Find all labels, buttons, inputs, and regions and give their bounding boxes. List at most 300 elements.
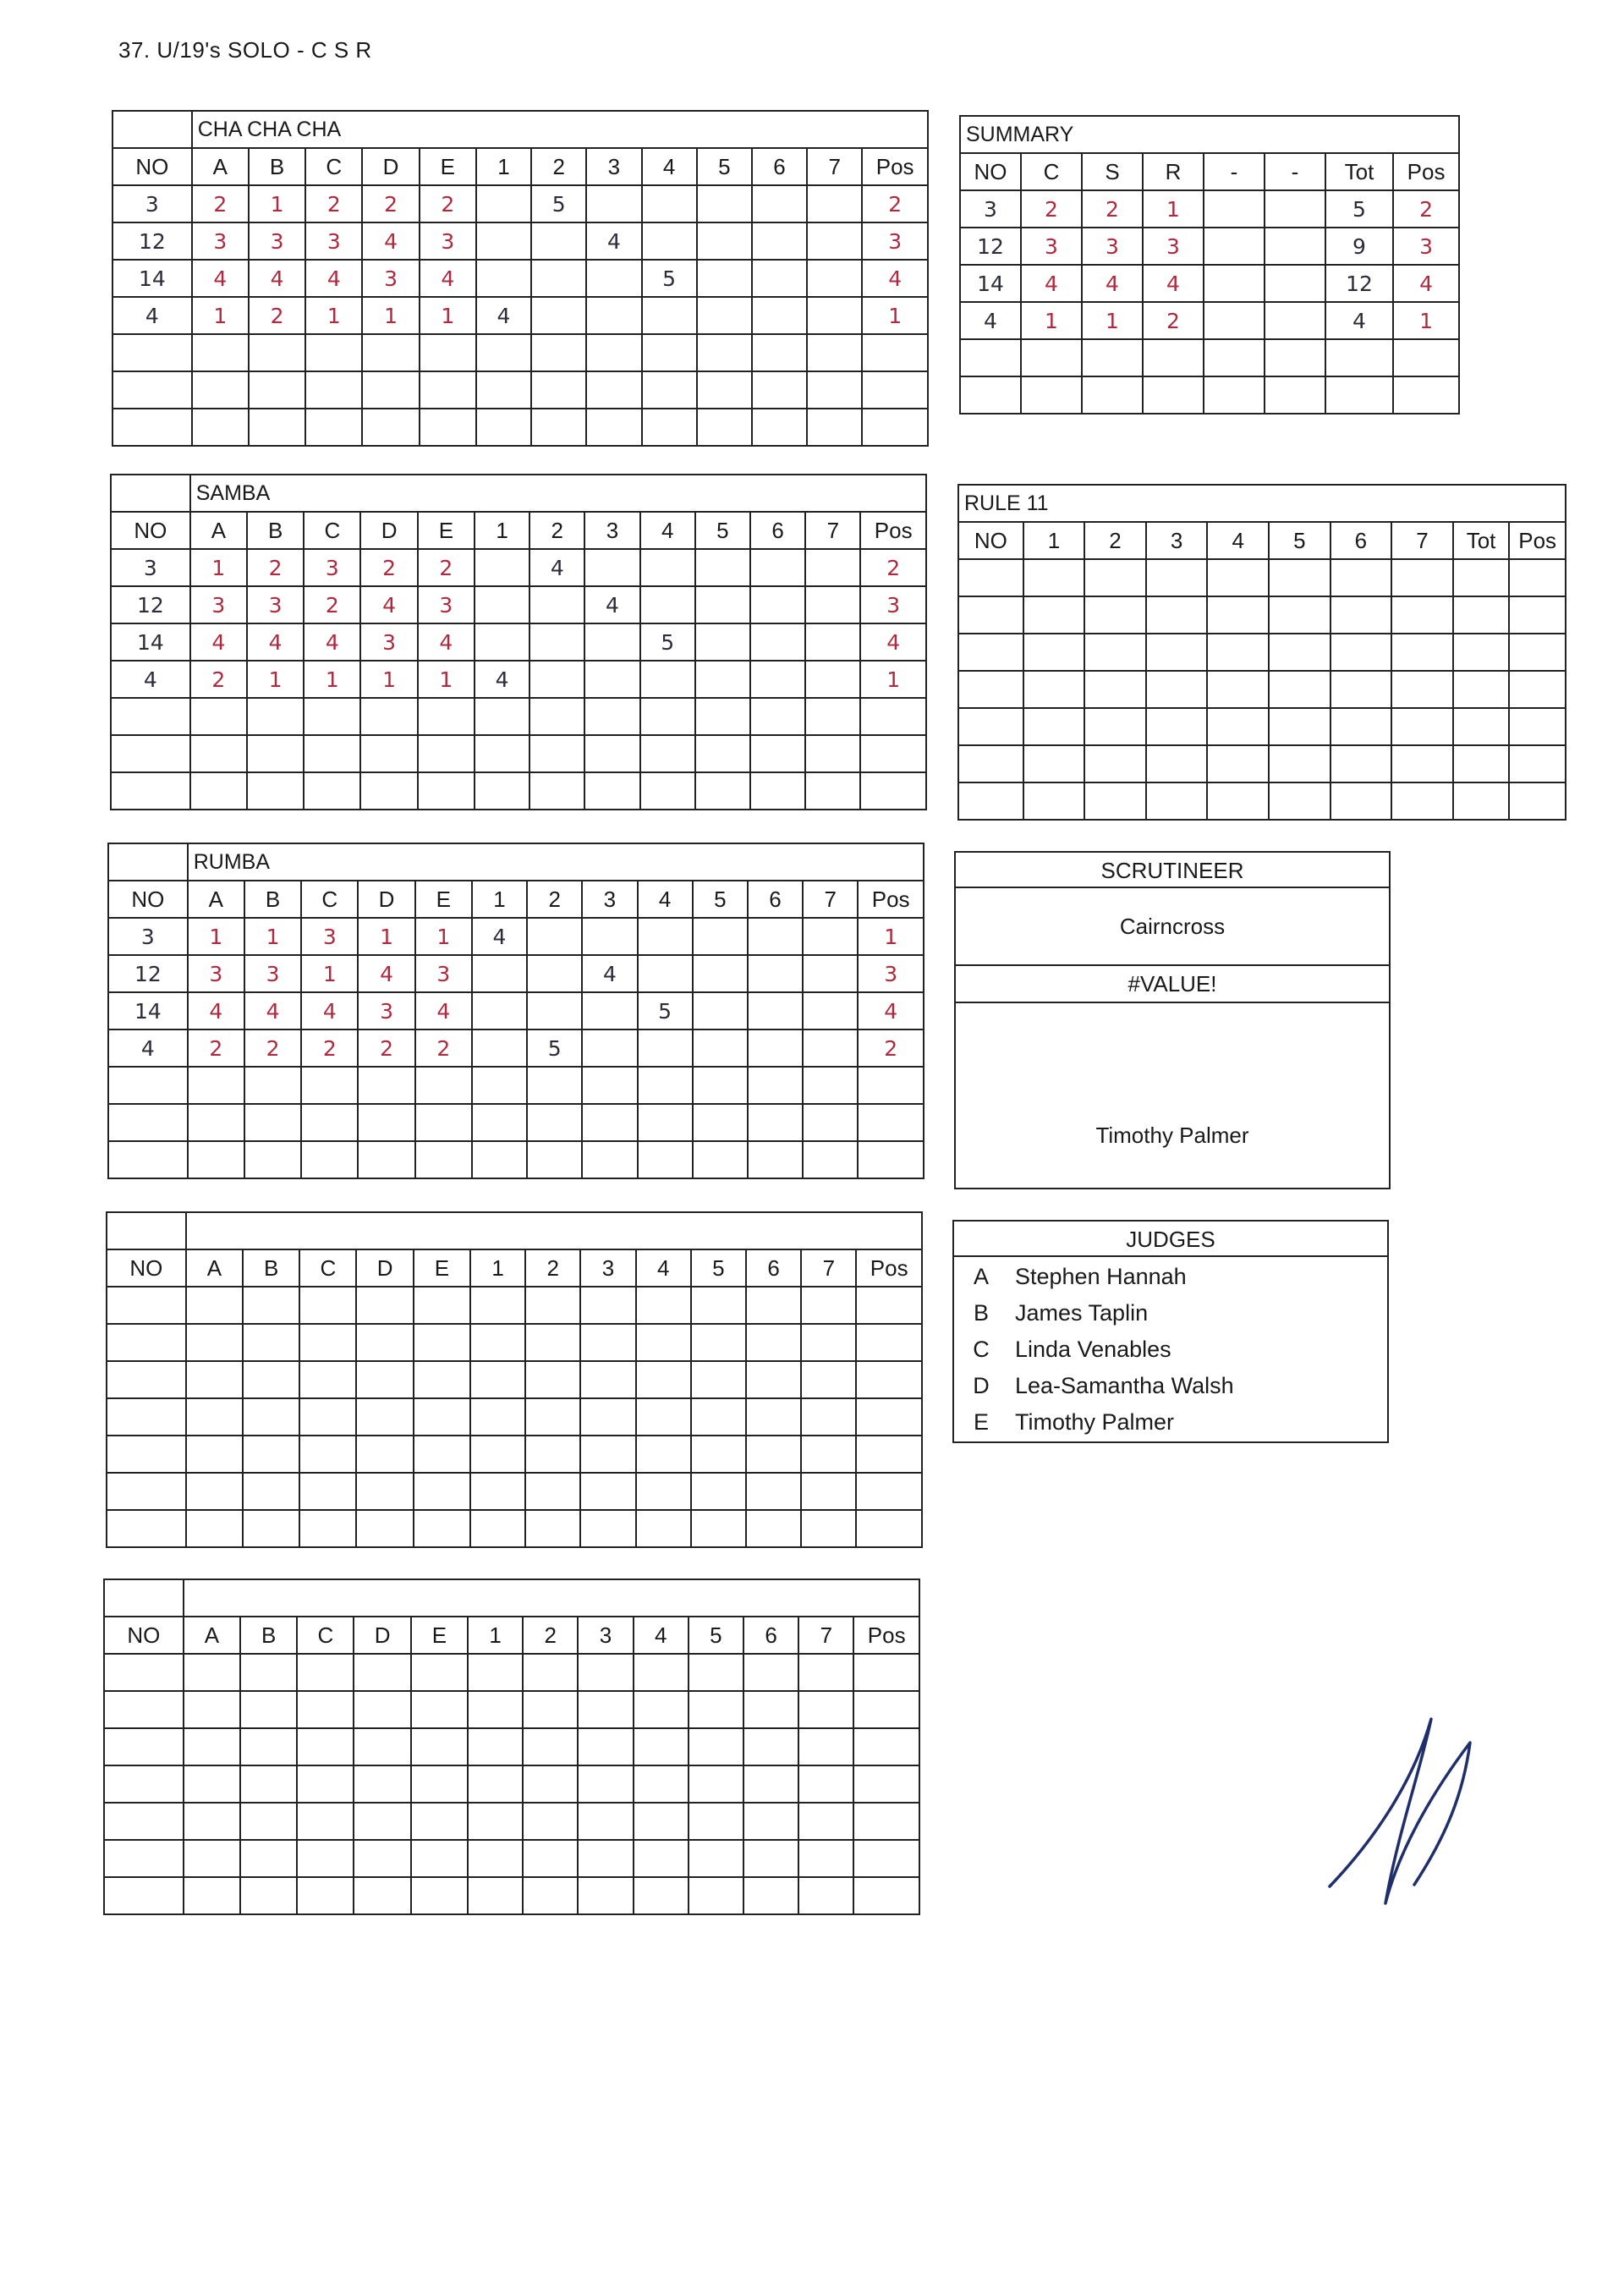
table-row xyxy=(111,772,926,810)
table-row xyxy=(104,1765,919,1803)
table-cell xyxy=(531,222,586,260)
cha-cha-cha-title: CHA CHA CHA xyxy=(192,111,928,148)
table-cell xyxy=(1391,745,1453,782)
table-cell xyxy=(578,1877,633,1914)
table-row xyxy=(112,185,928,222)
table-cell xyxy=(695,772,750,810)
table-row xyxy=(107,1398,922,1436)
table-cell xyxy=(805,586,860,623)
table-cell xyxy=(1509,745,1566,782)
table-cell xyxy=(304,735,360,772)
table-cell: 4 xyxy=(415,992,472,1029)
table-cell xyxy=(1207,634,1269,671)
scrutineer-title: SCRUTINEER xyxy=(956,853,1389,888)
table-cell xyxy=(240,1691,297,1728)
table-cell: 3 xyxy=(420,222,476,260)
table-row xyxy=(960,265,1459,302)
column-header: A xyxy=(188,881,244,918)
column-header: D xyxy=(356,1249,413,1287)
table-row xyxy=(111,698,926,735)
table-cell xyxy=(186,1510,243,1547)
table-cell xyxy=(584,698,639,735)
table-cell xyxy=(411,1765,468,1803)
table-cell xyxy=(691,1324,746,1361)
table-cell: 1 xyxy=(247,661,304,698)
table-cell: 4 xyxy=(529,549,584,586)
table-cell xyxy=(1453,745,1510,782)
table-cell xyxy=(578,1803,633,1840)
table-cell xyxy=(805,698,860,735)
table-cell: 1 xyxy=(360,661,417,698)
judge-letter: B xyxy=(973,1300,989,1326)
table-cell: 1 xyxy=(304,661,360,698)
table-cell xyxy=(743,1803,798,1840)
table-cell xyxy=(1330,782,1392,820)
table-row xyxy=(958,745,1566,782)
judges-title: JUDGES xyxy=(954,1222,1387,1257)
table-row xyxy=(111,586,926,623)
rule-11-table xyxy=(957,484,1566,821)
table-cell: 3 xyxy=(305,222,362,260)
table-cell: 2 xyxy=(244,1029,301,1067)
table-cell xyxy=(356,1324,413,1361)
table-cell xyxy=(1330,745,1392,782)
table-cell xyxy=(638,1104,693,1141)
table-cell: 1 xyxy=(415,918,472,955)
table-cell xyxy=(803,955,858,992)
table-cell xyxy=(798,1803,853,1840)
table-cell xyxy=(525,1473,580,1510)
table-cell: 1 xyxy=(1393,302,1459,339)
table-cell: 3 xyxy=(304,549,360,586)
table-cell: 4 xyxy=(586,222,641,260)
table-cell: 4 xyxy=(362,222,419,260)
table-cell xyxy=(856,1361,922,1398)
column-header: NO xyxy=(111,512,190,549)
table-cell xyxy=(689,1840,743,1877)
table-cell: 12 xyxy=(111,586,190,623)
table-cell xyxy=(525,1510,580,1547)
table-cell xyxy=(1207,782,1269,820)
table-cell: 2 xyxy=(190,661,247,698)
table-cell xyxy=(104,1654,184,1691)
table-row xyxy=(104,1691,919,1728)
column-header: Tot xyxy=(1325,153,1393,190)
table-cell: 4 xyxy=(960,302,1021,339)
table-cell xyxy=(354,1877,410,1914)
table-row xyxy=(108,918,924,955)
table-cell xyxy=(689,1803,743,1840)
table-row xyxy=(112,222,928,260)
table-row xyxy=(960,339,1459,376)
column-header: 2 xyxy=(1084,522,1146,559)
table-cell xyxy=(798,1654,853,1691)
table-cell xyxy=(1207,745,1269,782)
table-cell xyxy=(582,992,637,1029)
table-cell: 4 xyxy=(112,297,192,334)
table-cell: 14 xyxy=(112,260,192,297)
table-cell xyxy=(807,260,862,297)
table-cell: 4 xyxy=(1143,265,1204,302)
table-cell xyxy=(1023,745,1085,782)
table-cell xyxy=(582,918,637,955)
judge-name: Stephen Hannah xyxy=(1015,1264,1187,1289)
table-cell xyxy=(858,1067,924,1104)
judge-row xyxy=(963,1331,1235,1368)
table-cell xyxy=(184,1691,240,1728)
table-cell xyxy=(746,1510,801,1547)
table-cell: 3 xyxy=(112,185,192,222)
column-header: Pos xyxy=(1393,153,1459,190)
table-cell xyxy=(1204,228,1265,265)
column-header: C xyxy=(1021,153,1082,190)
table-cell xyxy=(697,185,752,222)
table-cell xyxy=(958,671,1023,708)
table-cell xyxy=(184,1654,240,1691)
table-cell xyxy=(362,334,419,371)
table-cell xyxy=(112,409,192,446)
table-cell: 2 xyxy=(192,185,249,222)
table-cell: 4 xyxy=(301,992,358,1029)
column-header: 1 xyxy=(1023,522,1085,559)
column-header: E xyxy=(411,1617,468,1654)
column-header: 2 xyxy=(531,148,586,185)
table-cell xyxy=(689,1765,743,1803)
table-cell: 14 xyxy=(108,992,188,1029)
table-cell xyxy=(689,1691,743,1728)
table-cell xyxy=(695,623,750,661)
table-cell: 3 xyxy=(862,222,928,260)
table-cell xyxy=(748,1067,803,1104)
table-cell xyxy=(691,1287,746,1324)
table-cell xyxy=(190,735,247,772)
table-row xyxy=(112,409,928,446)
table-cell: 1 xyxy=(190,549,247,586)
table-cell xyxy=(856,1436,922,1473)
table-cell xyxy=(525,1398,580,1436)
judge-letter: A xyxy=(973,1264,989,1289)
table-cell xyxy=(798,1728,853,1765)
chairman-name: Timothy Palmer xyxy=(1095,1123,1249,1148)
table-cell xyxy=(693,918,748,955)
table-cell xyxy=(1265,339,1325,376)
table-cell xyxy=(1509,596,1566,634)
column-header: 6 xyxy=(1330,522,1392,559)
table-cell xyxy=(858,1141,924,1178)
table-cell xyxy=(860,772,926,810)
judge-name: Timothy Palmer xyxy=(1015,1409,1175,1435)
table-cell xyxy=(1084,634,1146,671)
table-cell xyxy=(104,1803,184,1840)
signature-icon xyxy=(1320,1709,1489,1929)
column-header: 4 xyxy=(640,512,695,549)
value-label: #VALUE! xyxy=(956,964,1389,1003)
column-header: R xyxy=(1143,153,1204,190)
table-cell xyxy=(470,1287,525,1324)
table-cell xyxy=(1330,634,1392,671)
table-cell xyxy=(243,1361,299,1398)
table-cell xyxy=(301,1104,358,1141)
table-cell xyxy=(1023,671,1085,708)
table-cell xyxy=(801,1473,856,1510)
table-cell xyxy=(858,1104,924,1141)
table-cell: 3 xyxy=(358,992,414,1029)
table-cell: 3 xyxy=(1393,228,1459,265)
table-cell xyxy=(1509,671,1566,708)
table-cell xyxy=(1084,596,1146,634)
table-cell: 4 xyxy=(858,992,924,1029)
table-cell xyxy=(862,334,928,371)
table-cell xyxy=(362,371,419,409)
table-cell xyxy=(750,661,805,698)
column-header: Pos xyxy=(856,1249,922,1287)
table-cell xyxy=(584,549,639,586)
table-cell xyxy=(1204,265,1265,302)
column-header: 6 xyxy=(743,1617,798,1654)
table-cell: 3 xyxy=(188,955,244,992)
table-cell xyxy=(1509,708,1566,745)
table-cell xyxy=(803,1029,858,1067)
table-cell xyxy=(743,1765,798,1803)
table-cell xyxy=(1207,708,1269,745)
table-cell xyxy=(580,1473,635,1510)
table-cell xyxy=(1265,376,1325,414)
table-cell xyxy=(243,1324,299,1361)
table-cell xyxy=(743,1691,798,1728)
table-cell xyxy=(297,1877,354,1914)
column-header: A xyxy=(186,1249,243,1287)
table-row xyxy=(108,1067,924,1104)
column-header: E xyxy=(420,148,476,185)
table-cell: 4 xyxy=(249,260,305,297)
table-cell xyxy=(801,1436,856,1473)
table-cell xyxy=(1084,782,1146,820)
table-cell: 3 xyxy=(360,623,417,661)
table-cell: 4 xyxy=(108,1029,188,1067)
table-cell xyxy=(107,1324,186,1361)
table-cell: 4 xyxy=(1082,265,1143,302)
column-header: NO xyxy=(960,153,1021,190)
table-cell xyxy=(586,409,641,446)
table-cell xyxy=(247,698,304,735)
table-cell xyxy=(297,1654,354,1691)
table-cell xyxy=(1265,302,1325,339)
table-cell xyxy=(958,782,1023,820)
table-cell xyxy=(746,1361,801,1398)
table-cell xyxy=(354,1654,410,1691)
table-cell: 2 xyxy=(1143,302,1204,339)
table-cell xyxy=(1453,559,1510,596)
table-cell xyxy=(743,1840,798,1877)
table-cell xyxy=(107,1473,186,1510)
table-cell xyxy=(411,1840,468,1877)
table-cell xyxy=(1021,339,1082,376)
table-cell xyxy=(414,1510,470,1547)
table-cell xyxy=(697,371,752,409)
table-cell xyxy=(856,1324,922,1361)
table-cell xyxy=(529,772,584,810)
table-cell xyxy=(1325,339,1393,376)
table-cell xyxy=(693,1067,748,1104)
column-header: 3 xyxy=(586,148,641,185)
table-cell xyxy=(354,1765,410,1803)
table-cell xyxy=(411,1691,468,1728)
table-row xyxy=(107,1361,922,1398)
table-cell xyxy=(798,1840,853,1877)
table-cell xyxy=(580,1287,635,1324)
table-cell xyxy=(960,339,1021,376)
table-cell xyxy=(807,185,862,222)
table-cell: 5 xyxy=(638,992,693,1029)
judge-letter: C xyxy=(973,1337,990,1362)
table-cell: 4 xyxy=(584,586,639,623)
table-cell xyxy=(1330,596,1392,634)
column-header: 1 xyxy=(468,1617,523,1654)
table-cell xyxy=(249,334,305,371)
table-cell xyxy=(803,992,858,1029)
table-row xyxy=(960,302,1459,339)
column-header: D xyxy=(358,881,414,918)
table-cell xyxy=(1453,708,1510,745)
table-cell xyxy=(1143,339,1204,376)
table-cell xyxy=(297,1728,354,1765)
table-cell: 1 xyxy=(305,297,362,334)
table-cell xyxy=(472,992,527,1029)
table-cell: 1 xyxy=(1021,302,1082,339)
table-cell xyxy=(411,1728,468,1765)
table-cell xyxy=(695,698,750,735)
table-cell xyxy=(862,409,928,446)
table-cell xyxy=(636,1361,691,1398)
table-cell xyxy=(362,409,419,446)
table-cell: 3 xyxy=(860,586,926,623)
table-cell: 2 xyxy=(1021,190,1082,228)
table-cell xyxy=(578,1765,633,1803)
table-cell xyxy=(476,260,531,297)
table-cell xyxy=(958,708,1023,745)
table-cell xyxy=(803,918,858,955)
table-cell xyxy=(297,1840,354,1877)
table-cell xyxy=(240,1765,297,1803)
judges-list xyxy=(963,1259,1235,1441)
table-cell: 2 xyxy=(360,549,417,586)
table-cell xyxy=(750,772,805,810)
table-cell: 3 xyxy=(190,586,247,623)
table-cell xyxy=(111,698,190,735)
table-cell xyxy=(584,772,639,810)
table-cell xyxy=(853,1765,919,1803)
table-cell xyxy=(472,1104,527,1141)
table-row xyxy=(958,559,1566,596)
table-cell xyxy=(642,371,697,409)
blank-1-title xyxy=(186,1212,922,1249)
table-cell xyxy=(1453,634,1510,671)
table-cell xyxy=(697,409,752,446)
table-cell xyxy=(801,1324,856,1361)
column-header: B xyxy=(243,1249,299,1287)
table-cell: 3 xyxy=(858,955,924,992)
table-cell xyxy=(476,222,531,260)
table-cell xyxy=(746,1436,801,1473)
table-cell xyxy=(856,1398,922,1436)
table-cell xyxy=(244,1141,301,1178)
column-header: E xyxy=(418,512,475,549)
column-header: Tot xyxy=(1453,522,1510,559)
table-cell xyxy=(356,1361,413,1398)
table-cell xyxy=(752,297,807,334)
table-cell xyxy=(354,1840,410,1877)
table-cell xyxy=(807,409,862,446)
table-cell xyxy=(580,1436,635,1473)
table-cell xyxy=(691,1510,746,1547)
table-cell xyxy=(243,1287,299,1324)
table-cell xyxy=(104,1840,184,1877)
table-cell xyxy=(108,1141,188,1178)
table-cell xyxy=(529,586,584,623)
table-cell: 3 xyxy=(1143,228,1204,265)
table-cell xyxy=(188,1141,244,1178)
table-cell: 1 xyxy=(860,661,926,698)
table-cell xyxy=(475,772,529,810)
column-header: 4 xyxy=(1207,522,1269,559)
table-cell xyxy=(299,1361,356,1398)
table-cell: 4 xyxy=(188,992,244,1029)
table-cell xyxy=(360,772,417,810)
corner-cell xyxy=(104,1579,184,1617)
column-header: NO xyxy=(107,1249,186,1287)
table-cell xyxy=(299,1287,356,1324)
column-header: 5 xyxy=(693,881,748,918)
column-header: B xyxy=(247,512,304,549)
column-header: 2 xyxy=(525,1249,580,1287)
table-cell: 4 xyxy=(1393,265,1459,302)
table-cell xyxy=(862,371,928,409)
column-header: A xyxy=(190,512,247,549)
column-header: D xyxy=(362,148,419,185)
table-cell xyxy=(1391,708,1453,745)
table-cell xyxy=(186,1398,243,1436)
table-cell: 1 xyxy=(358,918,414,955)
table-cell: 2 xyxy=(1082,190,1143,228)
table-cell xyxy=(472,1029,527,1067)
column-header: NO xyxy=(108,881,188,918)
table-cell: 2 xyxy=(304,586,360,623)
table-cell xyxy=(243,1398,299,1436)
table-cell xyxy=(1146,596,1208,634)
table-cell: 4 xyxy=(111,661,190,698)
table-cell xyxy=(1084,708,1146,745)
table-cell xyxy=(468,1654,523,1691)
table-cell xyxy=(414,1436,470,1473)
table-cell xyxy=(184,1840,240,1877)
table-cell: 1 xyxy=(249,185,305,222)
table-cell xyxy=(1509,559,1566,596)
table-cell xyxy=(354,1691,410,1728)
table-cell xyxy=(958,596,1023,634)
table-cell xyxy=(420,334,476,371)
table-cell xyxy=(472,1141,527,1178)
table-cell xyxy=(104,1877,184,1914)
table-cell xyxy=(752,334,807,371)
table-cell xyxy=(752,185,807,222)
table-cell: 4 xyxy=(247,623,304,661)
corner-cell xyxy=(108,843,188,881)
column-header: 4 xyxy=(636,1249,691,1287)
column-header: 1 xyxy=(470,1249,525,1287)
table-row xyxy=(104,1803,919,1840)
column-header: 3 xyxy=(578,1617,633,1654)
table-cell xyxy=(107,1510,186,1547)
